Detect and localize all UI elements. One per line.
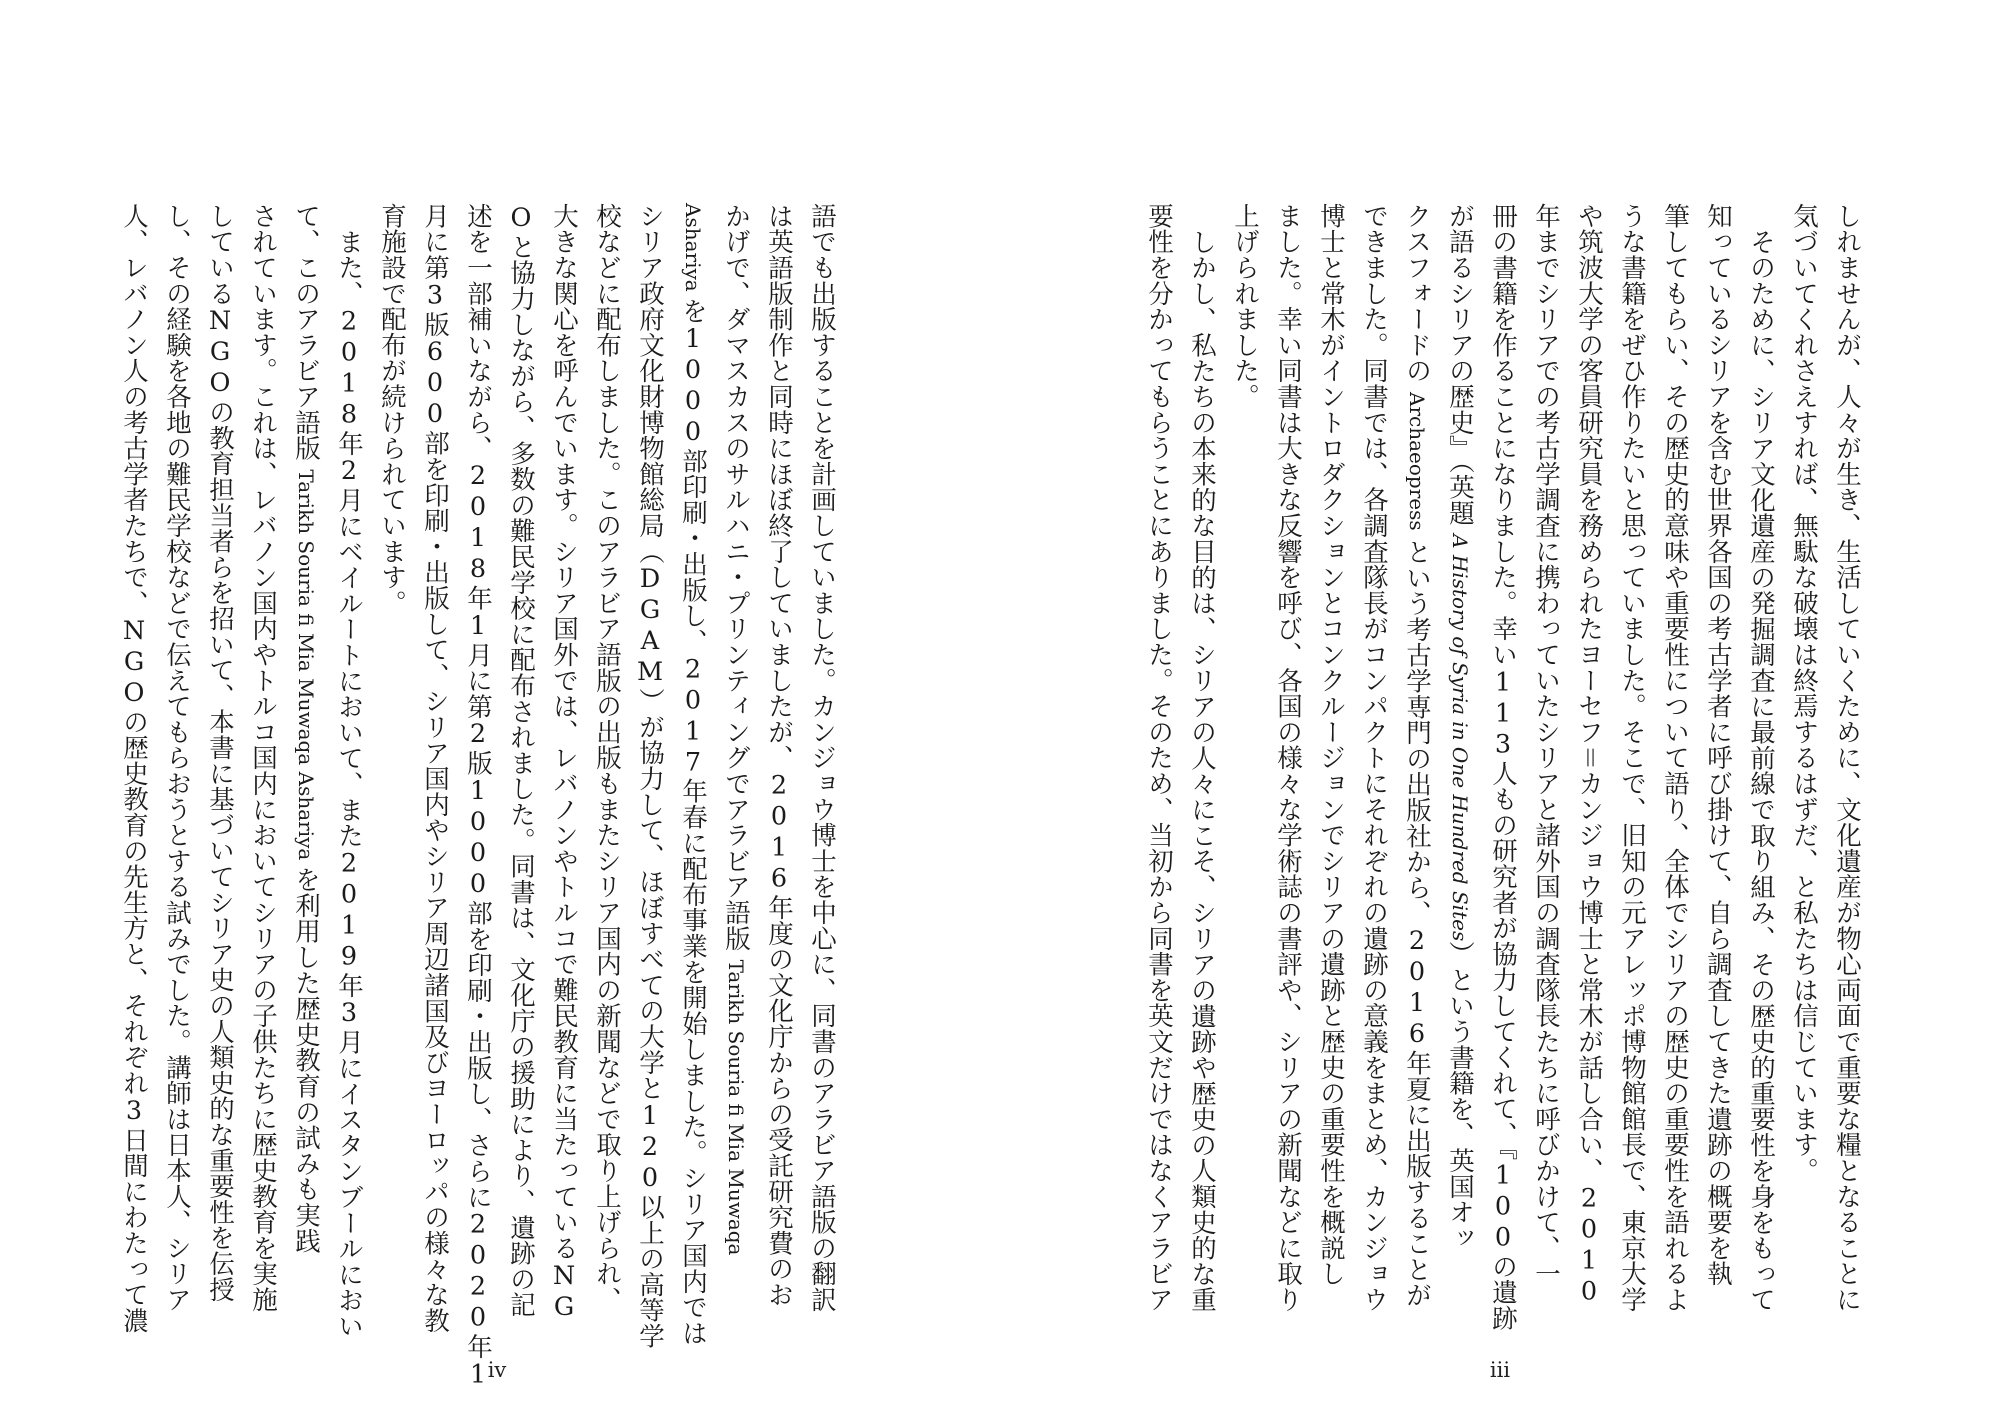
text-segment: 校などに配布しました。このアラビア語版の出版もまたシリア国内の新聞などで取り上げられ、 [592, 203, 622, 1313]
text-segment: 2010 [1574, 1183, 1604, 1308]
text-column [714, 203, 757, 1333]
text-segment: ）という書籍を、英国オッ [1445, 941, 1475, 1251]
text-segment: 2019 [334, 847, 364, 972]
text-segment: 年 [463, 585, 493, 611]
text-segment: て、このアラビア語版 [291, 203, 321, 470]
text-segment: また、 [334, 228, 364, 306]
text-segment: という考古学専門の出版社から、 [1402, 530, 1432, 927]
text-segment: 育施設で配布が続けられています。 [377, 203, 407, 616]
text-segment: 人もの研究者が協力してくれて、『 [1488, 760, 1518, 1161]
text-column [757, 203, 800, 1333]
text-column [1567, 203, 1610, 1333]
text-column [1696, 203, 1739, 1333]
text-column [1395, 203, 1438, 1333]
text-column [1610, 203, 1653, 1333]
text-column [327, 203, 370, 1359]
text-segment: 人、レバノン人の考古学者たちで、 [119, 203, 149, 616]
text-segment: と協力しながら、多数の難民学校に配布されました。同書は、文化庁の援助により、遺跡の記 [506, 234, 536, 1318]
text-segment: 年度の文化庁からの受託研究費のお [764, 894, 794, 1308]
text-column [370, 203, 413, 1333]
text-segment: 月にベイルートにおいて、また [334, 486, 364, 848]
text-segment: 上げられました。 [1230, 203, 1260, 410]
text-segment: 3 [334, 997, 364, 1029]
text-segment: 2 [463, 719, 493, 751]
text-segment: そのために、シリア文化遺産の発掘調査に最前線で取り組み、その歴史的重要性を身をもって [1746, 228, 1776, 1313]
text-segment: を利用した歴史教育の試みも実践 [291, 866, 321, 1254]
text-segment: DGAM [635, 564, 665, 689]
text-segment: の遺跡 [1488, 1253, 1518, 1331]
text-segment: 大きな関心を呼んでいます。シリア国外では、レバノンやトルコで難民教育に当たっている [549, 203, 579, 1261]
text-segment: 2016 [1402, 926, 1432, 1051]
text-column [1352, 203, 1395, 1333]
text-segment: 部を印刷・出版し、さらに [463, 900, 493, 1210]
text-segment: 年 [334, 971, 364, 998]
text-segment: し、その経験を各地の難民学校などで伝えてもらおうとする試みでした。講師は日本人、シリア [162, 203, 192, 1313]
text-column [155, 203, 198, 1333]
text-column [1438, 203, 1481, 1333]
text-column [112, 203, 155, 1333]
text-column [1266, 203, 1309, 1333]
text-segment: 博士と常木がイントロダクションとコンクルージョンでシリアの遺跡と歴史の重要性を概説し [1316, 203, 1346, 1287]
text-column [585, 203, 628, 1333]
text-segment: されています。これは、レバノン国内やトルコ国内においてシリアの子供たちに歴史教育を実施 [248, 203, 278, 1313]
page-iii-text-block [1137, 203, 1868, 1333]
text-segment: 2018 [334, 305, 364, 430]
text-segment: Tarikh Souria fi Mia Muwaqa Ashariya [294, 469, 318, 867]
text-segment: 知っているシリアを含む世界各国の考古学者に呼び掛けて、自ら調査してきた遺跡の概要を執 [1703, 203, 1733, 1287]
text-column [1309, 203, 1352, 1333]
text-segment: NG [549, 1260, 579, 1323]
text-segment: A History of Syria in One Hundred Sites [1448, 534, 1472, 942]
text-column [1481, 203, 1524, 1333]
text-segment: 1000 [678, 323, 708, 448]
text-segment: 部を印刷・出版して、シリア国内やシリア周辺諸国及びヨーロッパの様々な教 [420, 430, 450, 1334]
text-segment: は英語版制作と同時にほぼ終了していましたが、 [764, 203, 794, 771]
text-column [241, 203, 284, 1333]
text-segment: の教育担当者らを招いて、本書に基づいてシリア史の人類史的な重要性を伝授 [205, 399, 235, 1303]
text-segment: ました。幸い同書は大きな反響を呼び、各国の様々な学術誌の書評や、シリアの新聞などに取り [1273, 203, 1303, 1313]
text-segment: 要性を分かってもらうことにありました。そのため、当初から同書を英文だけではなくアラビア [1144, 203, 1174, 1313]
text-segment: できました。同書では、各調査隊長がコンパクトにそれぞれの遺跡の意義をまとめ、カンジョウ [1359, 203, 1389, 1313]
text-segment: 月にイスタンブールにおい [334, 1028, 364, 1339]
text-segment: 月に第 [420, 203, 450, 281]
text-column [1739, 203, 1782, 1359]
text-column [542, 203, 585, 1333]
text-segment: 600 [420, 337, 450, 431]
text-segment: ）が協力して、ほぼすべての大学と [635, 688, 665, 1102]
text-segment: 2018 [463, 461, 493, 585]
text-segment: 版 [463, 750, 493, 777]
text-segment: O [506, 203, 536, 234]
text-segment: 年までシリアでの考古学調査に携わっていたシリアと諸外国の調査隊長たちに呼びかけて、一 [1531, 203, 1561, 1287]
text-segment: しれませんが、人々が生き、生活していくために、文化遺産が物心両面で重要な糧となることに [1832, 203, 1862, 1313]
text-column [800, 203, 843, 1333]
text-segment: を [678, 298, 708, 324]
text-column [1825, 203, 1868, 1333]
text-segment: Archaeopress [1405, 392, 1429, 531]
text-segment: 2016 [764, 770, 794, 895]
text-segment: 年夏に出版することが [1402, 1050, 1432, 1309]
text-segment: Ashariya [681, 203, 705, 299]
text-segment: NGO [119, 615, 149, 709]
text-segment: 日間にわたって濃 [119, 1126, 149, 1334]
text-segment: の歴史教育の先生方と、それぞれ [119, 708, 149, 1096]
text-segment: 1 [463, 1359, 493, 1391]
text-segment: 筆してもらい、その歴史的意味や重要性について語り、全体でシリアの歴史の重要性を語れるよ [1660, 203, 1690, 1313]
text-segment: 部印刷・出版し、 [678, 447, 708, 655]
text-column [1653, 203, 1696, 1333]
text-segment: や筑波大学の客員研究員を務められたヨーセフ＝カンジョウ博士と常木が話し合い、 [1574, 203, 1604, 1184]
text-segment: している [205, 203, 235, 307]
text-column [1223, 203, 1266, 1333]
text-segment: 以上の高等学 [635, 1194, 665, 1349]
text-segment: Tarikh Souria fi Mia Muwaqa [724, 959, 748, 1256]
text-column [413, 203, 456, 1333]
text-segment: 月に第 [463, 641, 493, 720]
text-segment: 年 [463, 1333, 493, 1360]
text-column [1524, 203, 1567, 1333]
text-column [1782, 203, 1825, 1333]
text-column [671, 203, 714, 1346]
text-segment: が語るシリアの歴史』（英題 [1445, 203, 1475, 535]
text-segment: 3 [119, 1095, 149, 1127]
text-segment: しかし、私たちの本来的な目的は、シリアの人々にこそ、シリアの遺跡や歴史の人類史的な重 [1187, 228, 1217, 1313]
text-segment: 冊の書籍を作ることになりました。幸い [1488, 203, 1518, 668]
text-column [284, 203, 327, 1333]
text-segment: 気づいてくれさえすれば、無駄な破壊は終焉するはずだ、と私たちは信じています。 [1789, 203, 1819, 1184]
text-segment: 120 [635, 1101, 665, 1195]
text-segment: NGO [205, 306, 235, 400]
text-segment: 語でも出版することを計画していました。カンジョウ博士を中心に、同書のアラビア語版の翻訳 [807, 203, 837, 1313]
text-segment: うな書籍をぜひ作りたいと思っていました。そこで、旧知の元アレッポ博物館館長で、東京大学 [1617, 203, 1647, 1313]
text-column [628, 203, 671, 1349]
page-number-iv: iv [487, 1358, 507, 1382]
text-segment: 3 [420, 280, 450, 312]
text-column [198, 203, 241, 1333]
text-segment: 版 [420, 311, 450, 338]
page-number-iii: iii [1489, 1358, 1511, 1382]
text-segment: 年 [334, 429, 364, 456]
text-segment: 2 [334, 455, 364, 487]
text-column [499, 203, 542, 1333]
text-segment: 100 [1488, 1160, 1518, 1254]
text-segment: 2017 [678, 654, 708, 779]
text-column [1137, 203, 1180, 1333]
text-segment: シリア政府文化財博物館総局（ [635, 203, 665, 565]
text-segment: 年春に配布事業を開始しました。シリア国内では [678, 778, 708, 1346]
text-segment: クスフォードの [1402, 203, 1432, 393]
text-segment: 1000 [463, 776, 493, 901]
text-column [1180, 203, 1223, 1359]
text-segment: 2020 [463, 1209, 493, 1334]
text-segment: かげで、ダマスカスのサルハニ・プリンティングでアラビア語版 [721, 203, 751, 960]
text-segment: 述を一部補いながら、 [463, 203, 493, 461]
text-segment: 113 [1488, 667, 1518, 761]
text-segment: 1 [463, 610, 493, 642]
